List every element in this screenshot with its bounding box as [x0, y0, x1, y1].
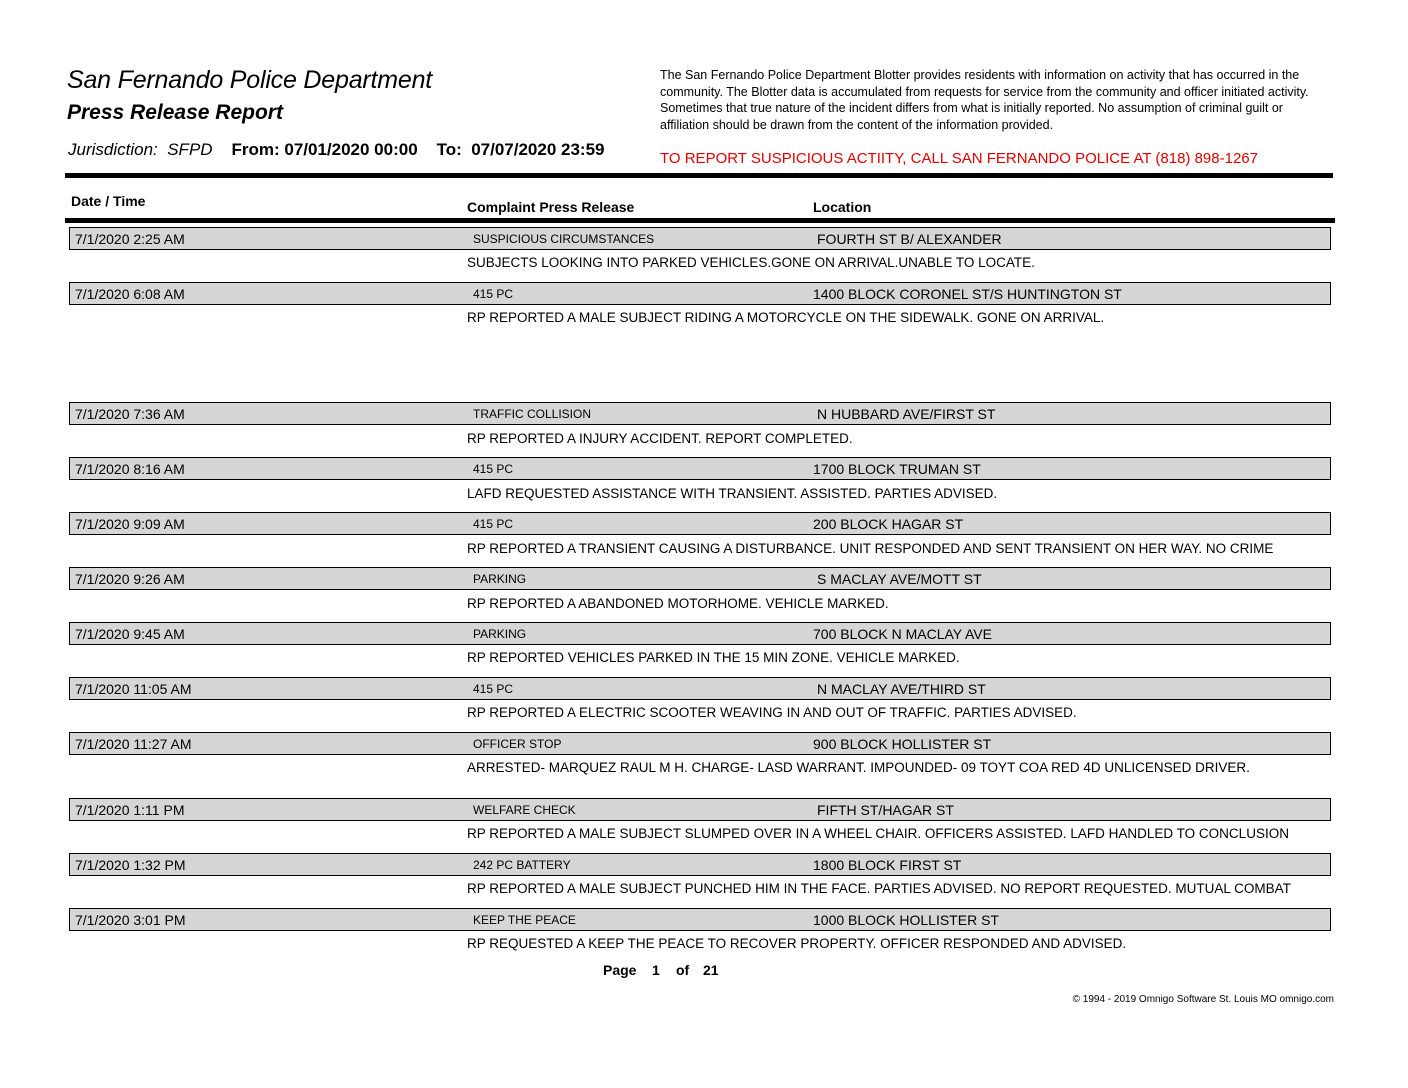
incident-description: RP REPORTED VEHICLES PARKED IN THE 15 MIN ZONE. VEHICLE MARKED. — [467, 650, 960, 665]
report-suspicious-notice: TO REPORT SUSPICIOUS ACTIITY, CALL SAN FERNANDO POLICE AT (818) 898-1267 — [660, 150, 1258, 167]
incident-row — [69, 457, 1331, 480]
page-label: Page — [603, 962, 637, 978]
incident-description: RP REPORTED A ABANDONED MOTORHOME. VEHICLE MARKED. — [467, 596, 889, 611]
incident-description: RP REPORTED A MALE SUBJECT SLUMPED OVER IN A WHEEL CHAIR. OFFICERS ASSISTED. LAFD HANDLED TO CONCLUSION — [467, 826, 1289, 841]
incident-complaint: 415 PC — [473, 517, 514, 531]
incident-datetime: 7/1/2020 9:45 AM — [75, 626, 185, 642]
incident-description: RP REPORTED A ELECTRIC SCOOTER WEAVING IN AND OUT OF TRAFFIC. PARTIES ADVISED. — [467, 705, 1077, 720]
incident-location: N HUBBARD AVE/FIRST ST — [817, 406, 996, 422]
incident-location: 1700 BLOCK TRUMAN ST — [813, 461, 981, 477]
incident-complaint: 415 PC — [473, 462, 514, 476]
incident-location: 700 BLOCK N MACLAY AVE — [813, 626, 992, 642]
from-value: 07/01/2020 00:00 — [284, 140, 418, 159]
incident-description: LAFD REQUESTED ASSISTANCE WITH TRANSIENT. ASSISTED. PARTIES ADVISED. — [467, 486, 998, 501]
header-divider — [65, 173, 1333, 178]
incident-location: 1400 BLOCK CORONEL ST/S HUNTINGTON ST — [813, 286, 1122, 302]
incident-datetime: 7/1/2020 11:27 AM — [75, 736, 192, 752]
incident-datetime: 7/1/2020 9:09 AM — [75, 516, 185, 532]
incident-row — [69, 622, 1331, 645]
incident-location: 1000 BLOCK HOLLISTER ST — [813, 912, 999, 928]
incident-row — [69, 677, 1331, 700]
to-label: To: — [436, 140, 462, 159]
incident-datetime: 7/1/2020 3:01 PM — [75, 912, 186, 928]
incident-row — [69, 732, 1331, 755]
incident-location: FIFTH ST/HAGAR ST — [817, 802, 954, 818]
incident-row — [69, 567, 1331, 590]
incident-description: RP REPORTED A MALE SUBJECT RIDING A MOTORCYCLE ON THE SIDEWALK. GONE ON ARRIVAL. — [467, 310, 1105, 325]
incident-complaint: TRAFFIC COLLISION — [473, 407, 592, 421]
incident-complaint: OFFICER STOP — [473, 737, 562, 751]
incident-complaint: WELFARE CHECK — [473, 803, 576, 817]
incident-location: N MACLAY AVE/THIRD ST — [817, 681, 986, 697]
incident-location: 1800 BLOCK FIRST ST — [813, 857, 962, 873]
page-of-label: of — [676, 962, 690, 978]
incident-complaint: 415 PC — [473, 287, 514, 301]
incident-complaint: PARKING — [473, 572, 527, 586]
incident-row — [69, 282, 1331, 305]
incident-row — [69, 798, 1331, 821]
incident-datetime: 7/1/2020 9:26 AM — [75, 571, 185, 587]
incident-complaint: 415 PC — [473, 682, 514, 696]
incident-description: RP REPORTED A MALE SUBJECT PUNCHED HIM IN THE FACE. PARTIES ADVISED. NO REPORT REQUESTED. MUTUAL COMBAT — [467, 881, 1291, 896]
incident-datetime: 7/1/2020 1:32 PM — [75, 857, 186, 873]
incident-location: 200 BLOCK HAGAR ST — [813, 516, 964, 532]
incident-location: S MACLAY AVE/MOTT ST — [817, 571, 982, 587]
blotter-notice: The San Fernando Police Department Blotter provides residents with information on activity that has occurred in the community. The Blotter data is accumulated from requests for service from the community and officer initiated activity. Sometimes that true nature of the incident differs from what is initially reported. No assumption of criminal guilt or affiliation should be drawn from the content of the information provided. — [660, 68, 1309, 133]
incident-datetime: 7/1/2020 6:08 AM — [75, 286, 185, 302]
column-header-complaint: Complaint Press Release — [467, 199, 635, 215]
incident-description: SUBJECTS LOOKING INTO PARKED VEHICLES.GONE ON ARRIVAL.UNABLE TO LOCATE. — [467, 255, 1035, 270]
incident-datetime: 7/1/2020 8:16 AM — [75, 461, 185, 477]
incident-description: RP REQUESTED A KEEP THE PEACE TO RECOVER PROPERTY. OFFICER RESPONDED AND ADVISED. — [467, 936, 1127, 951]
incident-complaint: KEEP THE PEACE — [473, 913, 576, 927]
column-header-divider — [65, 218, 1335, 223]
incident-row — [69, 227, 1331, 250]
report-subtitle: Press Release Report — [67, 101, 283, 124]
incident-row — [69, 512, 1331, 535]
page-number: 1 — [652, 962, 660, 978]
incident-description: ARRESTED- MARQUEZ RAUL M H. CHARGE- LASD WARRANT. IMPOUNDED- 09 TOYT COA RED 4D UNLICENSED DRIVER. — [467, 760, 1250, 775]
jurisdiction-label: Jurisdiction: — [68, 140, 158, 159]
incident-complaint: SUSPICIOUS CIRCUMSTANCES — [473, 232, 655, 246]
from-label: From: — [231, 140, 280, 159]
jurisdiction-line — [68, 140, 605, 160]
incident-location: FOURTH ST B/ ALEXANDER — [817, 231, 1002, 247]
department-title: San Fernando Police Department — [67, 66, 433, 94]
incident-location: 900 BLOCK HOLLISTER ST — [813, 736, 992, 752]
incident-complaint: 242 PC BATTERY — [473, 858, 571, 872]
column-header-location: Location — [813, 199, 872, 215]
jurisdiction-value: SFPD — [167, 140, 213, 159]
incident-row — [69, 402, 1331, 425]
incident-row — [69, 853, 1331, 876]
incident-datetime: 7/1/2020 7:36 AM — [75, 406, 185, 422]
incident-datetime: 7/1/2020 11:05 AM — [75, 681, 192, 697]
incident-description: RP REPORTED A INJURY ACCIDENT. REPORT COMPLETED. — [467, 431, 853, 446]
incident-row — [69, 908, 1331, 931]
page-total: 21 — [703, 962, 719, 978]
column-header-datetime: Date / Time — [71, 193, 146, 209]
incident-datetime: 7/1/2020 2:25 AM — [75, 231, 185, 247]
incident-complaint: PARKING — [473, 627, 527, 641]
copyright-notice: © 1994 - 2019 Omnigo Software St. Louis MO omnigo.com — [1072, 994, 1334, 1005]
incident-description: RP REPORTED A TRANSIENT CAUSING A DISTURBANCE. UNIT RESPONDED AND SENT TRANSIENT ON HER WAY. NO CRIME — [467, 541, 1274, 556]
to-value: 07/07/2020 23:59 — [471, 140, 605, 159]
incident-datetime: 7/1/2020 1:11 PM — [75, 802, 185, 818]
